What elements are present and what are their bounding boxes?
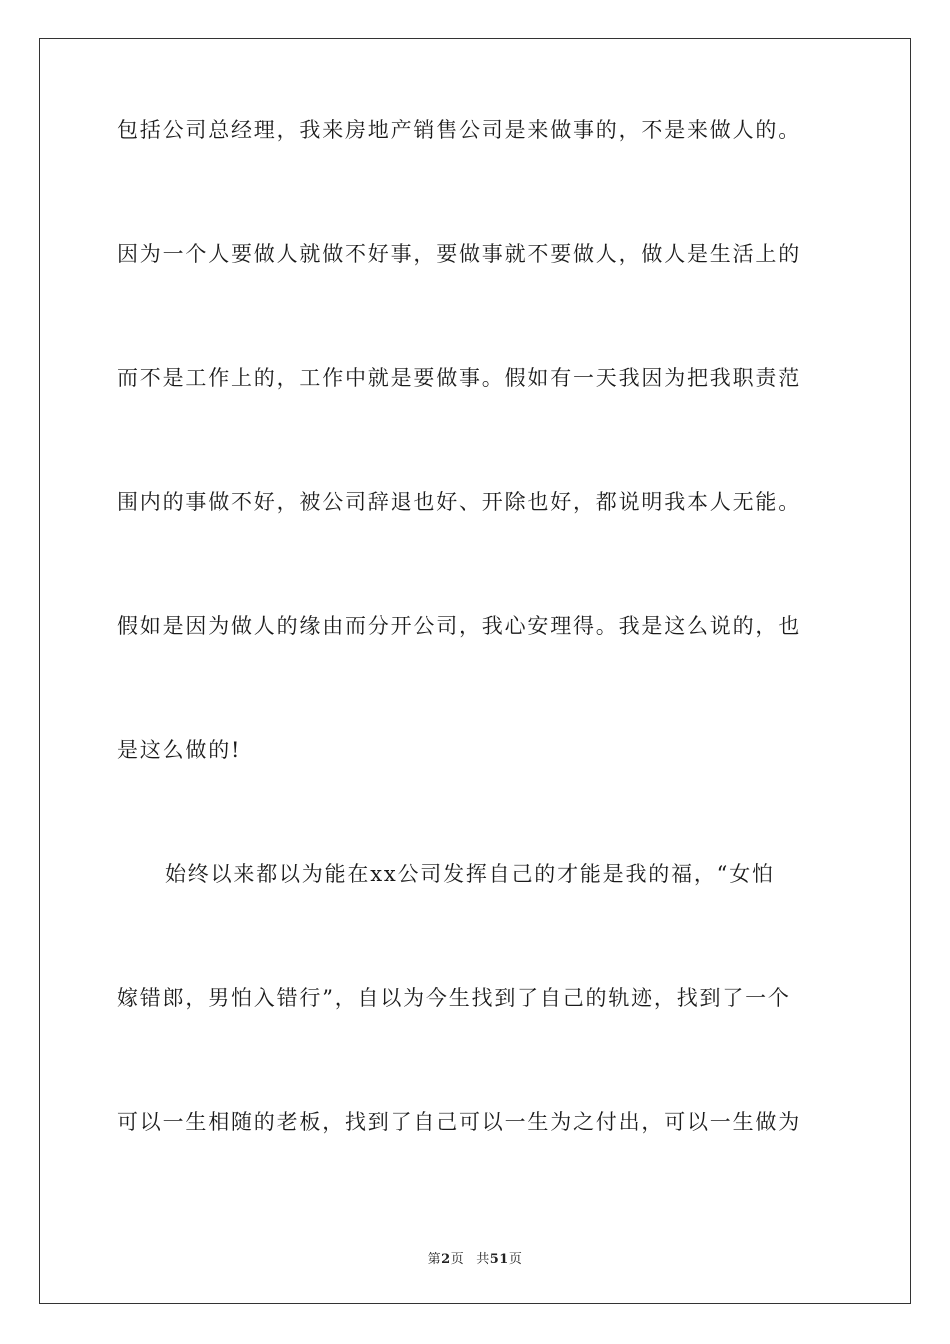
total-suffix: 页: [508, 1252, 523, 1267]
total-prefix: 共: [476, 1252, 490, 1267]
paragraph-first-line: 始终以来都以为能在xx公司发挥自己的才能是我的福，“女怕: [165, 862, 775, 886]
text-line: 而不是工作上的，工作中就是要做事。假如有一天我因为把我职责范: [117, 366, 801, 390]
text-line: 围内的事做不好，被公司辞退也好、开除也好，都说明我本人无能。: [117, 490, 801, 514]
text-line: 因为一个人要做人就做不好事，要做事就不要做人，做人是生活上的: [117, 242, 801, 266]
page-footer: [0, 1248, 950, 1267]
page-prefix: 第: [427, 1252, 442, 1267]
text-line: 嫁错郎，男怕入错行”，自以为今生找到了自己的轨迹，找到了一个: [117, 986, 791, 1010]
page-suffix: 页: [450, 1252, 465, 1267]
total-page-count: 51: [489, 1252, 509, 1267]
document-body: [117, 104, 837, 1220]
text-line: 可以一生相随的老板，找到了自己可以一生为之付出，可以一生做为: [117, 1110, 801, 1134]
text-line: 是这么做的!: [117, 738, 242, 762]
text-line: 假如是因为做人的缘由而分开公司，我心安理得。我是这么说的，也: [117, 614, 801, 638]
text-line: 包括公司总经理，我来房地产销售公司是来做事的，不是来做人的。: [117, 118, 801, 142]
current-page-number: 2: [441, 1252, 451, 1267]
